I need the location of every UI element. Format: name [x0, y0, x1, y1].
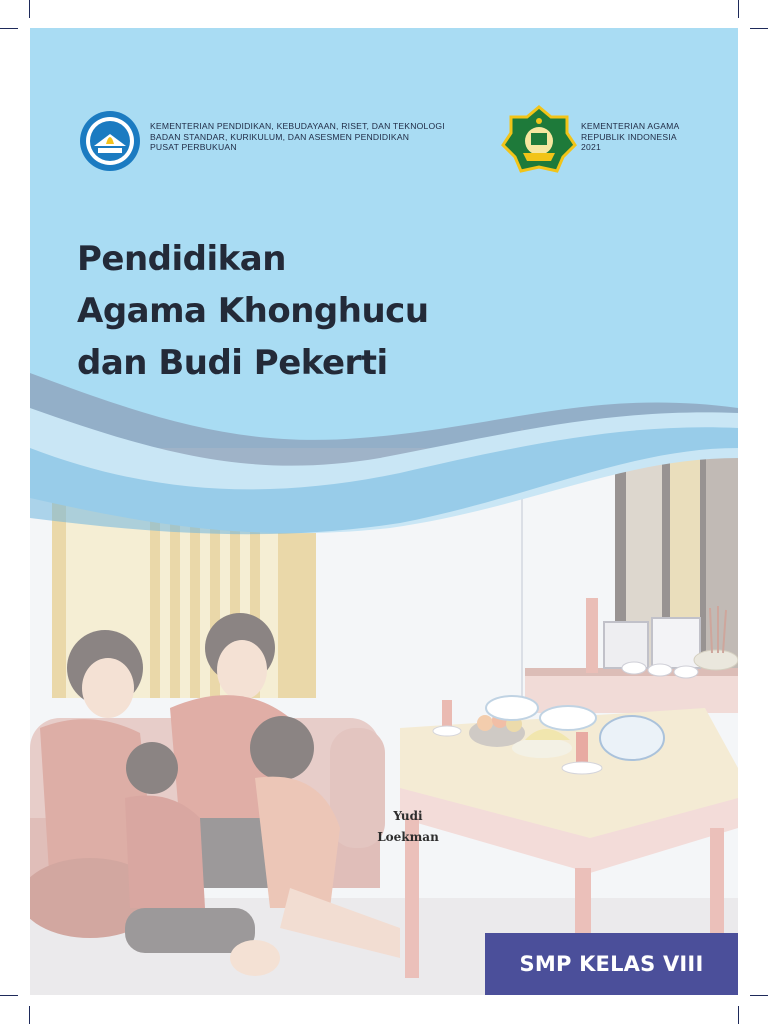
crop-mark-bottom-right-v — [738, 1006, 739, 1024]
title-line: dan Budi Pekerti — [77, 343, 388, 383]
kemenag-logo — [501, 105, 577, 175]
ministry-line: KEMENTERIAN AGAMA — [581, 121, 680, 131]
crop-mark-top-right-v — [738, 0, 739, 18]
title-line: Pendidikan — [77, 239, 286, 279]
crop-mark-bottom-right-h — [750, 995, 768, 996]
crop-mark-bottom-left-v — [29, 1006, 30, 1024]
grade-level-badge: SMP KELAS VIII — [485, 933, 738, 995]
ministry-line: REPUBLIK INDONESIA — [581, 131, 677, 142]
title-line: Agama Khonghucu — [77, 291, 429, 331]
author-last-name: Loekman — [377, 830, 439, 844]
crop-mark-top-left-v — [29, 0, 30, 18]
crop-mark-top-left-h — [0, 28, 18, 29]
ministry-line: KEMENTERIAN PENDIDIKAN, KEBUDAYAAN, RISET, DAN TEKNOLOGI — [150, 121, 445, 131]
ministry-education-text — [150, 121, 445, 153]
book-title — [77, 233, 429, 389]
kemendikbud-logo — [76, 110, 144, 172]
ministry-year: 2021 — [581, 142, 601, 152]
author-name — [348, 806, 468, 848]
author-first-name: Yudi — [393, 809, 423, 823]
crop-mark-bottom-left-h — [0, 995, 18, 996]
ministry-line: PUSAT PERBUKUAN — [150, 142, 237, 152]
ministry-religion-text — [581, 121, 679, 153]
book-cover — [30, 28, 738, 995]
crop-mark-top-right-h — [750, 28, 768, 29]
ministry-line: BADAN STANDAR, KURIKULUM, DAN ASESMEN PENDIDIKAN — [150, 131, 410, 142]
